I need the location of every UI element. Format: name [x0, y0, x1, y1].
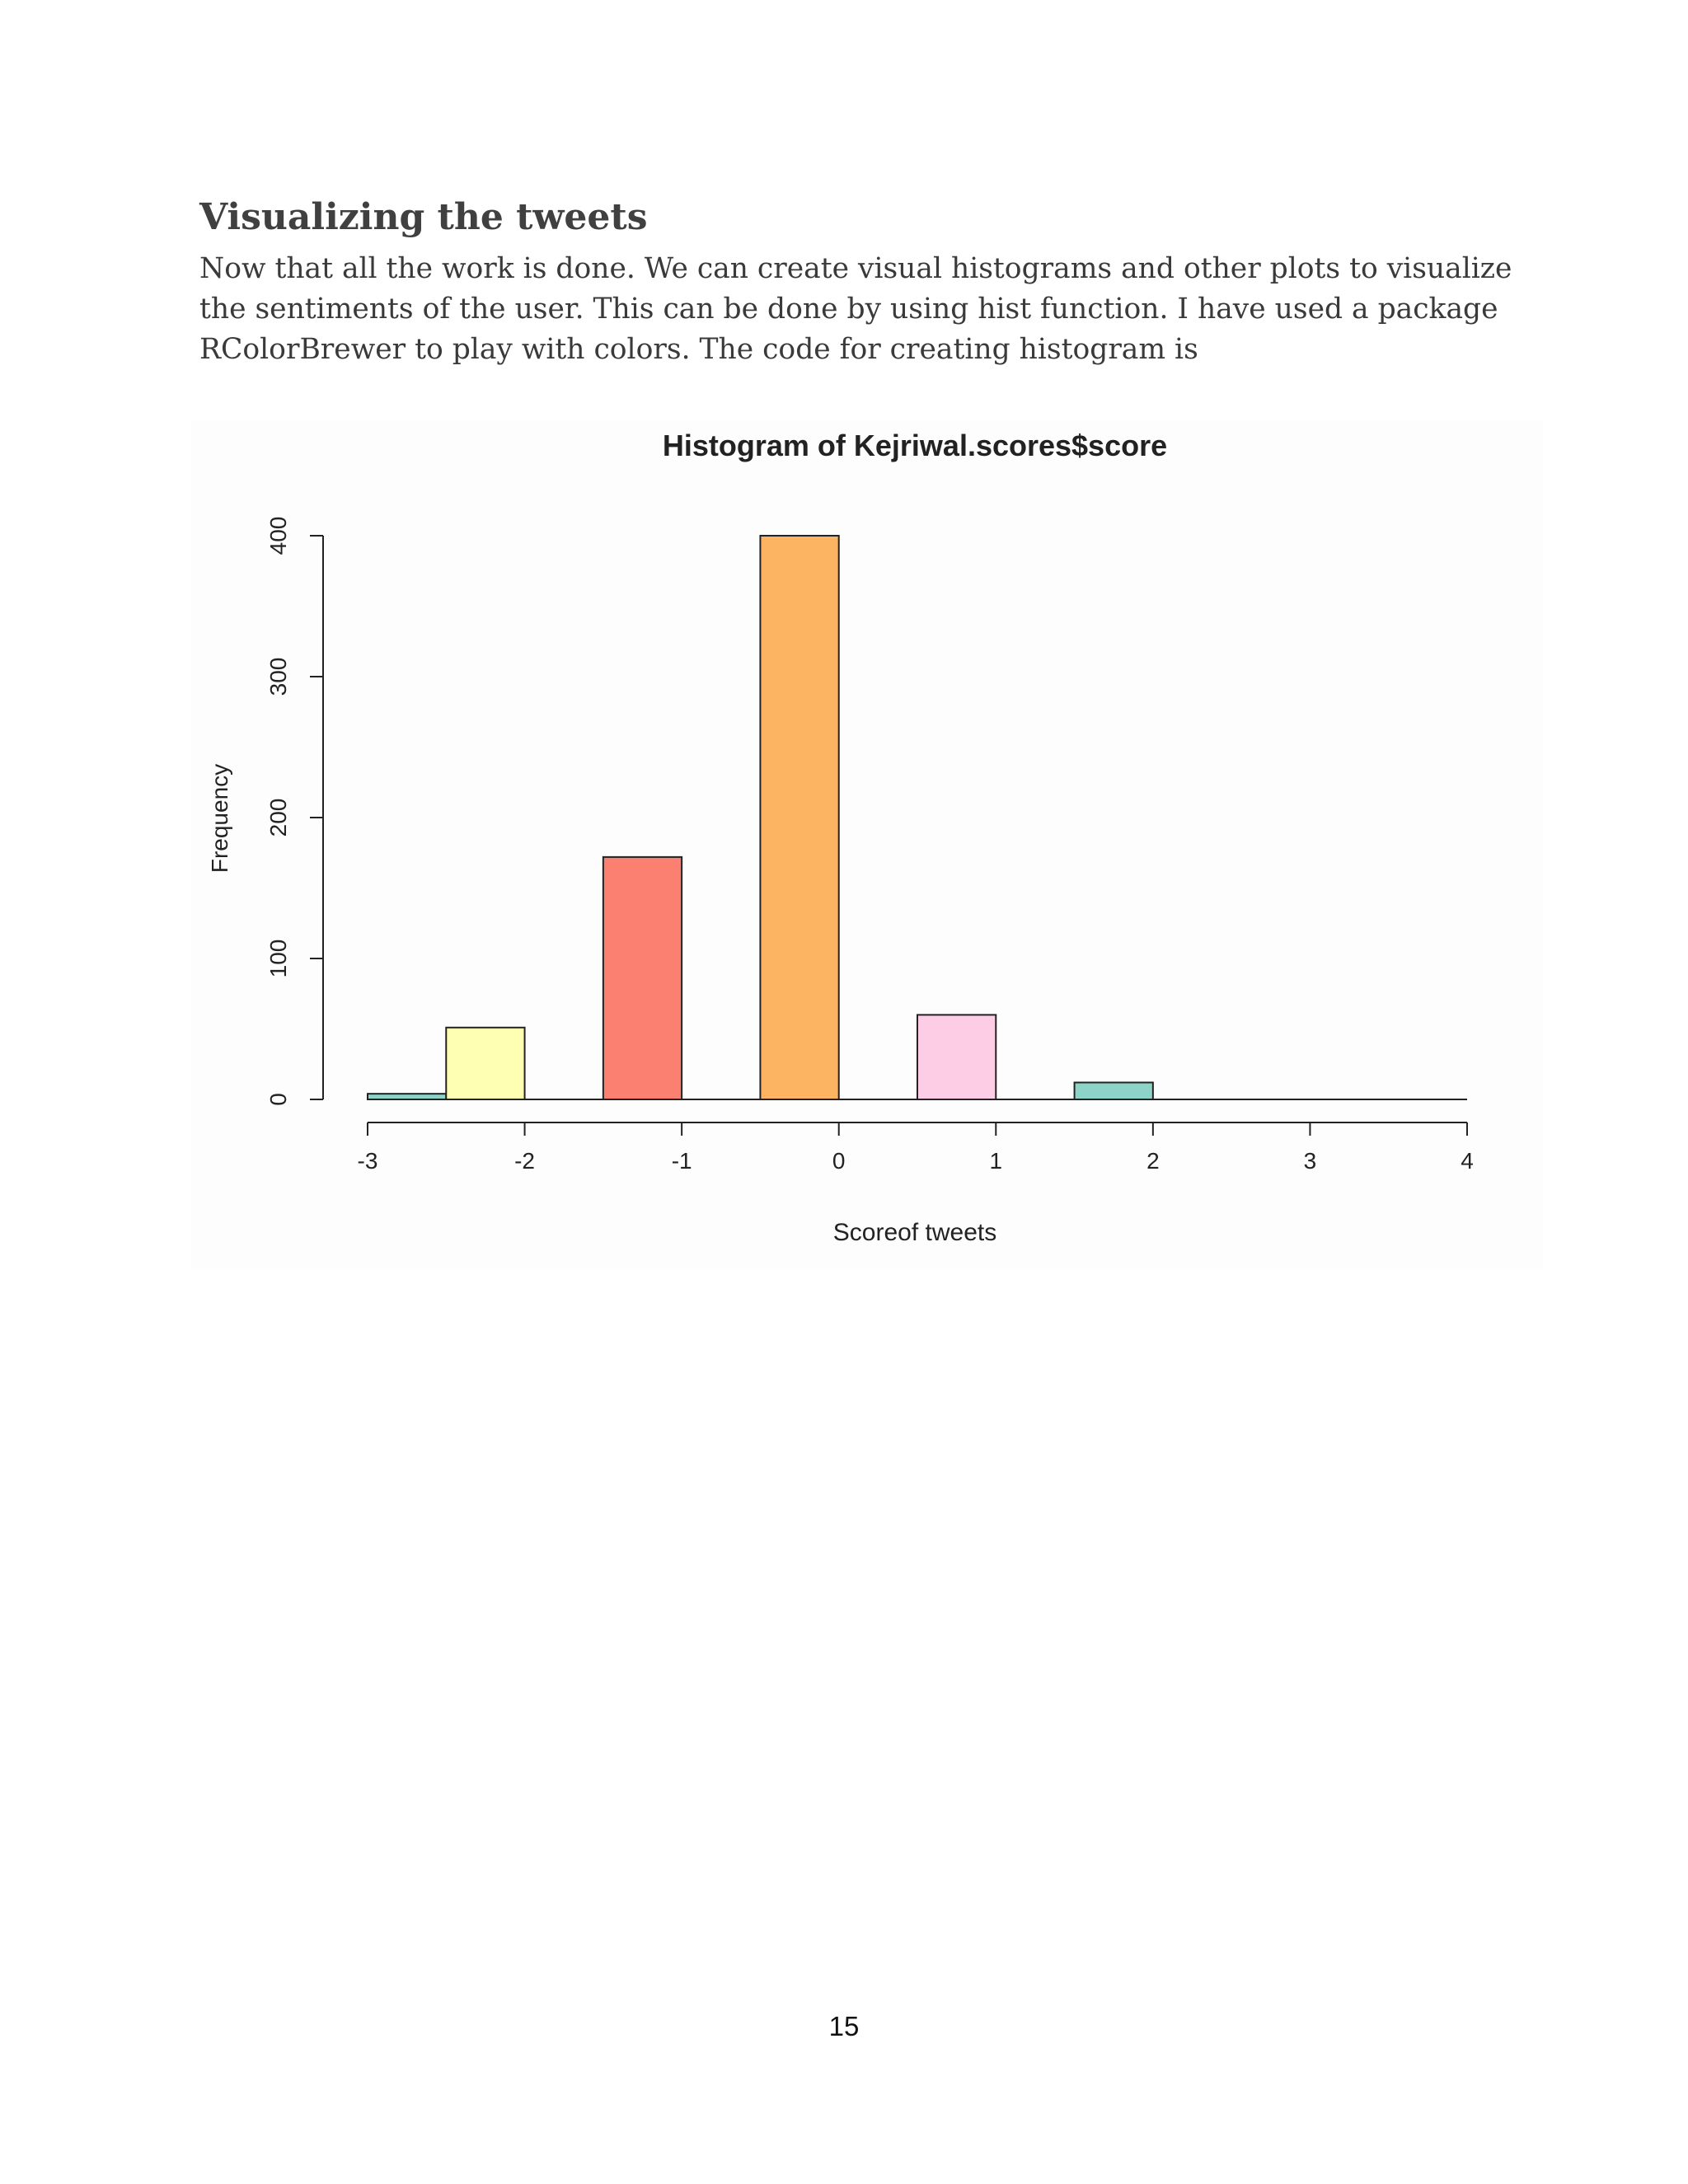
y-axis-label: Frequency [207, 763, 232, 874]
x-tick-label: 4 [1461, 1148, 1474, 1174]
histogram-bar-4 [917, 1015, 996, 1099]
x-tick-label: 0 [832, 1148, 846, 1174]
y-axis [265, 517, 323, 1106]
body-paragraph: Now that all the work is done. We can create visual histograms and other plots to visualize the sentiments of the user. This can be done by using hist function. I have used a package RColorBrewer to play with colors. The code for creating histogram is [199, 252, 1512, 366]
page-number: 15 [828, 2011, 860, 2041]
histogram-bar-3 [760, 536, 838, 1099]
x-tick-label: -2 [514, 1148, 536, 1174]
y-tick-label: 100 [265, 939, 291, 978]
histogram-bar-5 [1075, 1082, 1153, 1099]
y-tick-label: 0 [265, 1093, 291, 1106]
y-tick-label: 300 [265, 657, 291, 696]
x-axis [358, 1122, 1474, 1174]
x-tick-label: 3 [1303, 1148, 1317, 1174]
histogram-bar-1 [446, 1028, 524, 1099]
bars-group [368, 536, 1153, 1099]
histogram-bar-2 [603, 857, 682, 1099]
x-tick-label: 2 [1146, 1148, 1160, 1174]
x-tick-label: -1 [671, 1148, 692, 1174]
x-tick-label: 1 [989, 1148, 1003, 1174]
chart-title: Histogram of Kejriwal.scores$score [662, 429, 1168, 462]
section-heading: Visualizing the tweets [199, 196, 648, 238]
x-tick-label: -3 [357, 1148, 378, 1174]
histogram-bar-0 [368, 1094, 446, 1099]
y-tick-label: 400 [265, 516, 291, 555]
y-tick-label: 200 [265, 798, 291, 837]
histogram-chart [191, 420, 1543, 1269]
x-axis-label: Scoreof tweets [832, 1219, 997, 1246]
histogram-svg [191, 420, 1543, 1269]
